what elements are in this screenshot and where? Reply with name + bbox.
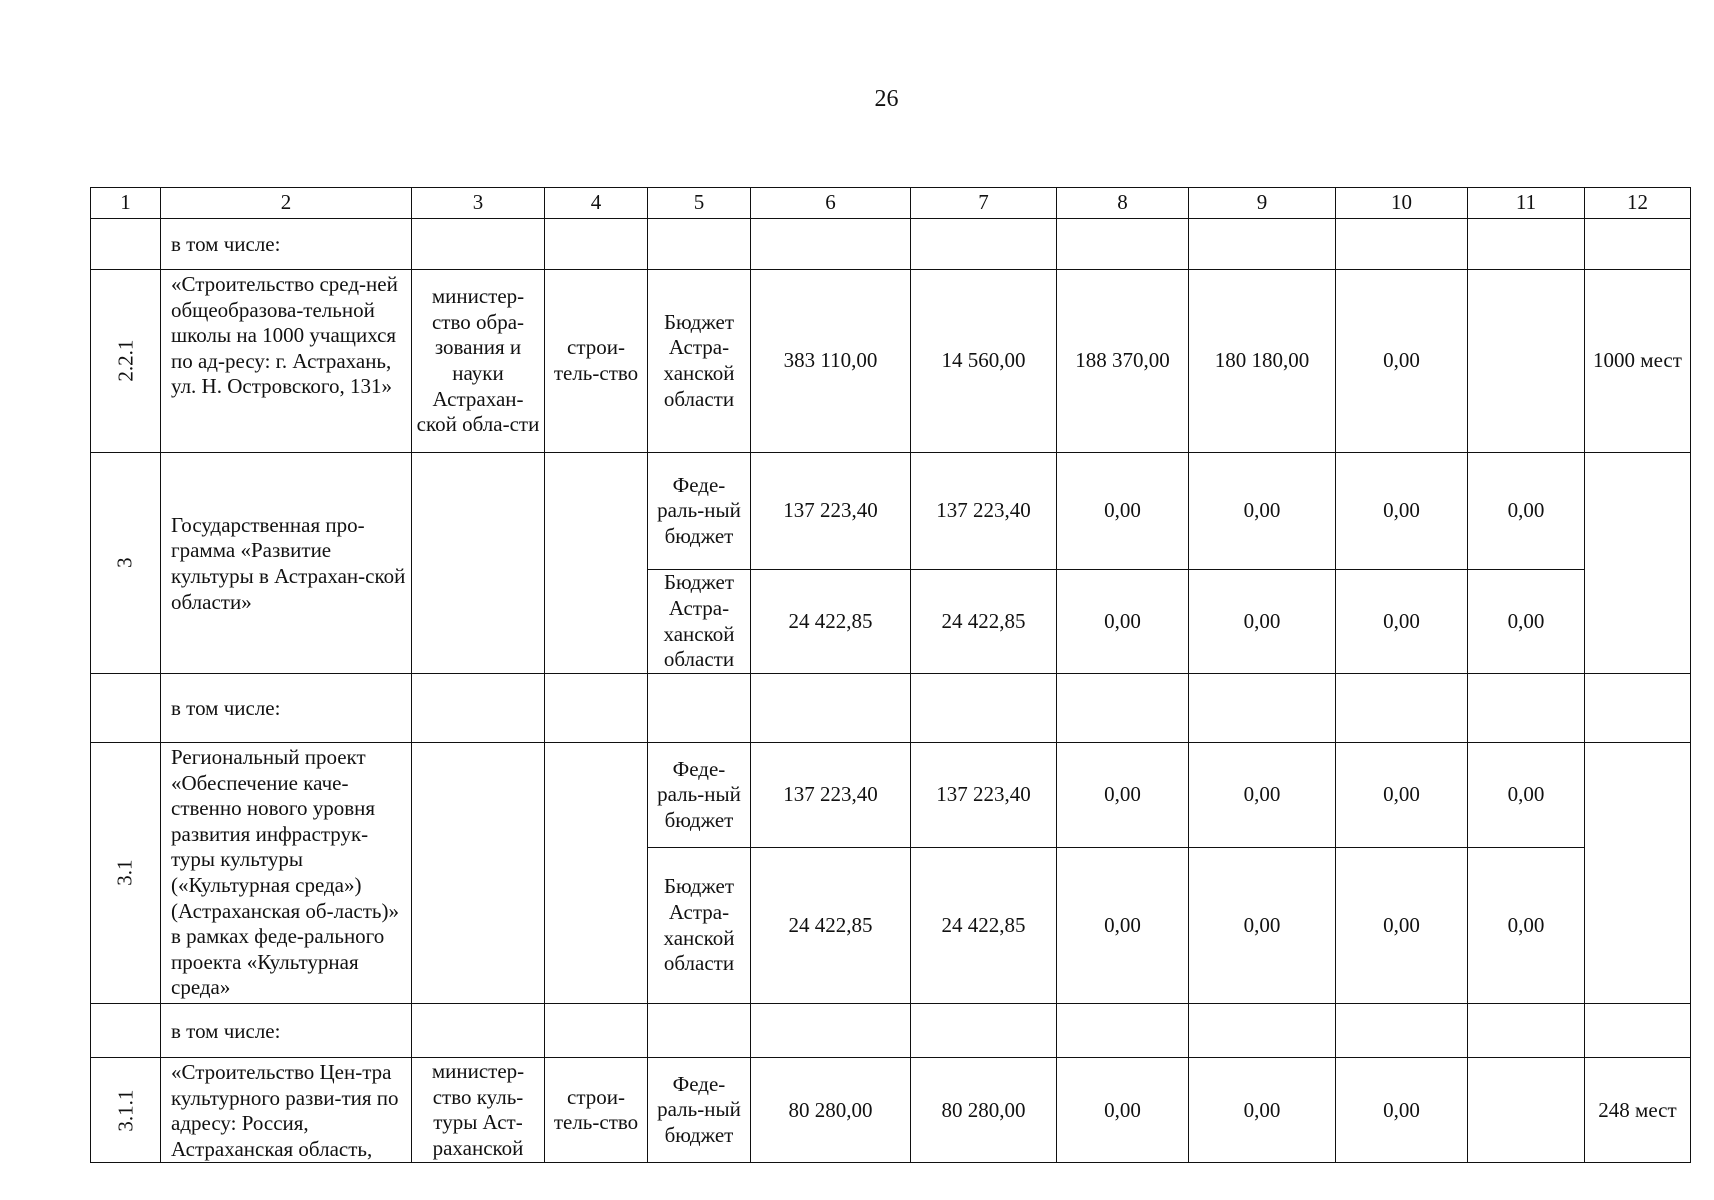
header-cell: 1 (91, 188, 161, 219)
cell-col6: 137 223,40 (751, 453, 911, 570)
cell-col7: 137 223,40 (911, 743, 1057, 848)
row-number: 3 (91, 453, 161, 674)
cell-col11 (1468, 270, 1585, 453)
table-row (91, 1058, 1691, 1163)
row-kind: строи-тель-ство (545, 270, 648, 453)
cell-col10: 0,00 (1336, 1058, 1468, 1163)
cell-col6: 80 280,00 (751, 1058, 911, 1163)
row-number: 3.1.1 (91, 1058, 161, 1163)
cell-col9: 0,00 (1189, 848, 1336, 1004)
cell-col12: 1000 мест (1585, 270, 1691, 453)
header-cell: 3 (412, 188, 545, 219)
cell-col6: 383 110,00 (751, 270, 911, 453)
including-row (91, 1004, 1691, 1058)
cell-col10: 0,00 (1336, 848, 1468, 1004)
including-label: в том числе: (161, 674, 412, 743)
row-source: Бюджет Астра-ханской области (648, 270, 751, 453)
cell-col10: 0,00 (1336, 453, 1468, 570)
cell-col8: 0,00 (1057, 848, 1189, 1004)
header-cell: 2 (161, 188, 412, 219)
header-cell: 4 (545, 188, 648, 219)
cell-col12: 248 мест (1585, 1058, 1691, 1163)
cell-col7: 14 560,00 (911, 270, 1057, 453)
header-cell: 9 (1189, 188, 1336, 219)
cell-col8: 0,00 (1057, 453, 1189, 570)
table-row (91, 270, 1691, 453)
header-cell: 7 (911, 188, 1057, 219)
cell-col11: 0,00 (1468, 848, 1585, 1004)
page-number: 26 (874, 86, 899, 112)
row-source: Феде-раль-ный бюджет (648, 743, 751, 848)
cell-col8: 0,00 (1057, 1058, 1189, 1163)
cell-col11: 0,00 (1468, 453, 1585, 570)
cell-col9: 0,00 (1189, 1058, 1336, 1163)
header-cell: 11 (1468, 188, 1585, 219)
header-cell: 10 (1336, 188, 1468, 219)
header-cell: 8 (1057, 188, 1189, 219)
cell-col10: 0,00 (1336, 570, 1468, 674)
cell-col9: 0,00 (1189, 570, 1336, 674)
row-kind: строи-тель-ство (545, 1058, 648, 1163)
cell-col9: 0,00 (1189, 453, 1336, 570)
including-row (91, 674, 1691, 743)
row-source: Феде-раль-ный бюджет (648, 1058, 751, 1163)
row-source: Бюджет Астра-ханской области (648, 848, 751, 1004)
cell-col8: 0,00 (1057, 570, 1189, 674)
cell-col10: 0,00 (1336, 743, 1468, 848)
table-row (91, 453, 1691, 570)
cell-col7: 80 280,00 (911, 1058, 1057, 1163)
cell-col11: 0,00 (1468, 570, 1585, 674)
cell-col6: 137 223,40 (751, 743, 911, 848)
row-number: 2.2.1 (91, 270, 161, 453)
row-number: 3.1 (91, 743, 161, 1004)
header-row (91, 188, 1691, 219)
header-cell: 5 (648, 188, 751, 219)
cell-col6: 24 422,85 (751, 570, 911, 674)
cell-col11 (1468, 1058, 1585, 1163)
cell-col8: 0,00 (1057, 743, 1189, 848)
cell-col6: 24 422,85 (751, 848, 911, 1004)
including-label: в том числе: (161, 219, 412, 270)
cell-col11: 0,00 (1468, 743, 1585, 848)
cell-col8: 188 370,00 (1057, 270, 1189, 453)
cell-col7: 137 223,40 (911, 453, 1057, 570)
cell-col10: 0,00 (1336, 270, 1468, 453)
row-description: Государственная про-грамма «Развитие культуры в Астрахан-ской области» (161, 453, 412, 674)
row-description: «Строительство Цен-тра культурного разви-тия по адресу: Россия, Астраханская область, (161, 1058, 412, 1163)
header-cell: 6 (751, 188, 911, 219)
including-label: в том числе: (161, 1004, 412, 1058)
cell-col7: 24 422,85 (911, 848, 1057, 1004)
cell-col9: 180 180,00 (1189, 270, 1336, 453)
including-row (91, 219, 1691, 270)
cell-col7: 24 422,85 (911, 570, 1057, 674)
header-cell: 12 (1585, 188, 1691, 219)
row-source: Феде-раль-ный бюджет (648, 453, 751, 570)
row-ministry: министер-ство обра-зования и науки Астрахан-ской обла-сти (412, 270, 545, 453)
row-source: Бюджет Астра-ханской области (648, 570, 751, 674)
table-row (91, 743, 1691, 848)
row-description: Региональный проект «Обеспечение каче-ственно нового уровня развития инфраструк-туры культуры («Культурная среда») (Астраханская об-ласть)» в рамках феде-рального проекта «Культурная среда» (161, 743, 412, 1004)
cell-col9: 0,00 (1189, 743, 1336, 848)
row-description: «Строительство сред-ней общеобразова-тельной школы на 1000 учащихся по ад-ресу: г. Астрахань, ул. Н. Островского, 131» (161, 270, 412, 453)
budget-table (90, 187, 1691, 1163)
row-ministry: министер-ство куль-туры Аст-раханской (412, 1058, 545, 1163)
